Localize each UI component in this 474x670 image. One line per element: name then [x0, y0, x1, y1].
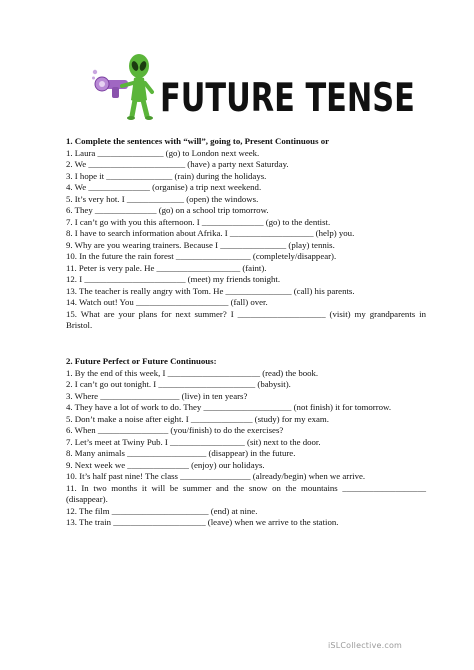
- exercise-item: 3. I hope it _______________ (rain) during the holidays.: [66, 170, 267, 181]
- exercise-item: 12. The film ______________________ (end) at nine.: [66, 505, 258, 516]
- exercise-item: 8. I have to search information about Afrika. I ___________________ (help) you.: [66, 228, 355, 238]
- exercise-item: 10. In the future the rain forest _________________ (completely/disappear).: [66, 251, 337, 261]
- exercise-item: 10. It’s half past nine! The class ________________ (already/begin) when we arrive.: [66, 471, 366, 481]
- exercise-item: 3. Where __________________ (live) in ten years?: [66, 390, 248, 401]
- exercise-item: 9. Why are you wearing trainers. Because I _______________ (play) tennis.: [66, 239, 335, 250]
- exercise-2: [66, 356, 426, 529]
- exercise-item: 6. When ________________ (you/finish) to do the exercises?: [66, 425, 284, 435]
- exercise-item: 14. Watch out! You _____________________ (fall) over.: [66, 297, 268, 307]
- exercise-item: 12. I _______________________ (meet) my friends tonight.: [66, 274, 281, 284]
- alien-illustration: [92, 52, 162, 124]
- exercise-1-items: [66, 148, 426, 332]
- exercise-2-heading: 2. Future Perfect or Future Continuous:: [66, 356, 217, 366]
- exercise-item: 1. By the end of this week, I _____________________ (read) the book.: [66, 367, 319, 378]
- exercise-item: 11. In two months it will be summer and the snow on the mountains ___________________ (disappear).: [66, 482, 426, 504]
- exercise-item: 9. Next week we ______________ (enjoy) our holidays.: [66, 459, 265, 470]
- page-title: FUTURE TENSE: [160, 74, 415, 121]
- exercise-1: [66, 136, 426, 332]
- exercise-item: 2. We ______________________ (have) a party next Saturday.: [66, 159, 289, 169]
- footer-watermark: iSLCollective.com: [328, 641, 403, 650]
- exercise-item: 4. They have a lot of work to do. They ____________________ (not finish) it for tomorrow.: [66, 402, 392, 412]
- exercise-item: 1. Laura _______________ (go) to London next week.: [66, 147, 260, 158]
- exercise-item: 2. I can’t go out tonight. I ______________________ (babysit).: [66, 379, 291, 389]
- exercise-item: 8. Many animals __________________ (disappear) in the future.: [66, 448, 296, 458]
- exercise-item: 13. The teacher is really angry with Tom. He _______________ (call) his parents.: [66, 285, 355, 296]
- exercise-item: 5. Don’t make a noise after eight. I ______________ (study) for my exam.: [66, 413, 329, 424]
- exercise-item: 7. Let’s meet at Twiny Pub. I _________________ (sit) next to the door.: [66, 436, 321, 447]
- exercise-item: 5. It’s very hot. I _____________ (open) the windows.: [66, 193, 259, 204]
- exercise-2-items: [66, 368, 426, 529]
- exercise-item: 7. I can’t go with you this afternoon. I ______________ (go) to the dentist.: [66, 216, 331, 227]
- exercise-item: 15. What are your plans for next summer? I ____________________ (visit) my grandparents in Bristol.: [66, 308, 426, 330]
- exercise-item: 11. Peter is very pale. He ___________________ (faint).: [66, 262, 267, 273]
- exercise-item: 4. We ______________ (organise) a trip next weekend.: [66, 182, 262, 192]
- exercise-item: 6. They ______________ (go) on a school trip tomorrow.: [66, 205, 269, 215]
- exercise-item: 13. The train _____________________ (leave) when we arrive to the station.: [66, 517, 339, 527]
- exercise-1-heading: 1. Complete the sentences with “will”, going to, Present Continuous or: [66, 136, 330, 146]
